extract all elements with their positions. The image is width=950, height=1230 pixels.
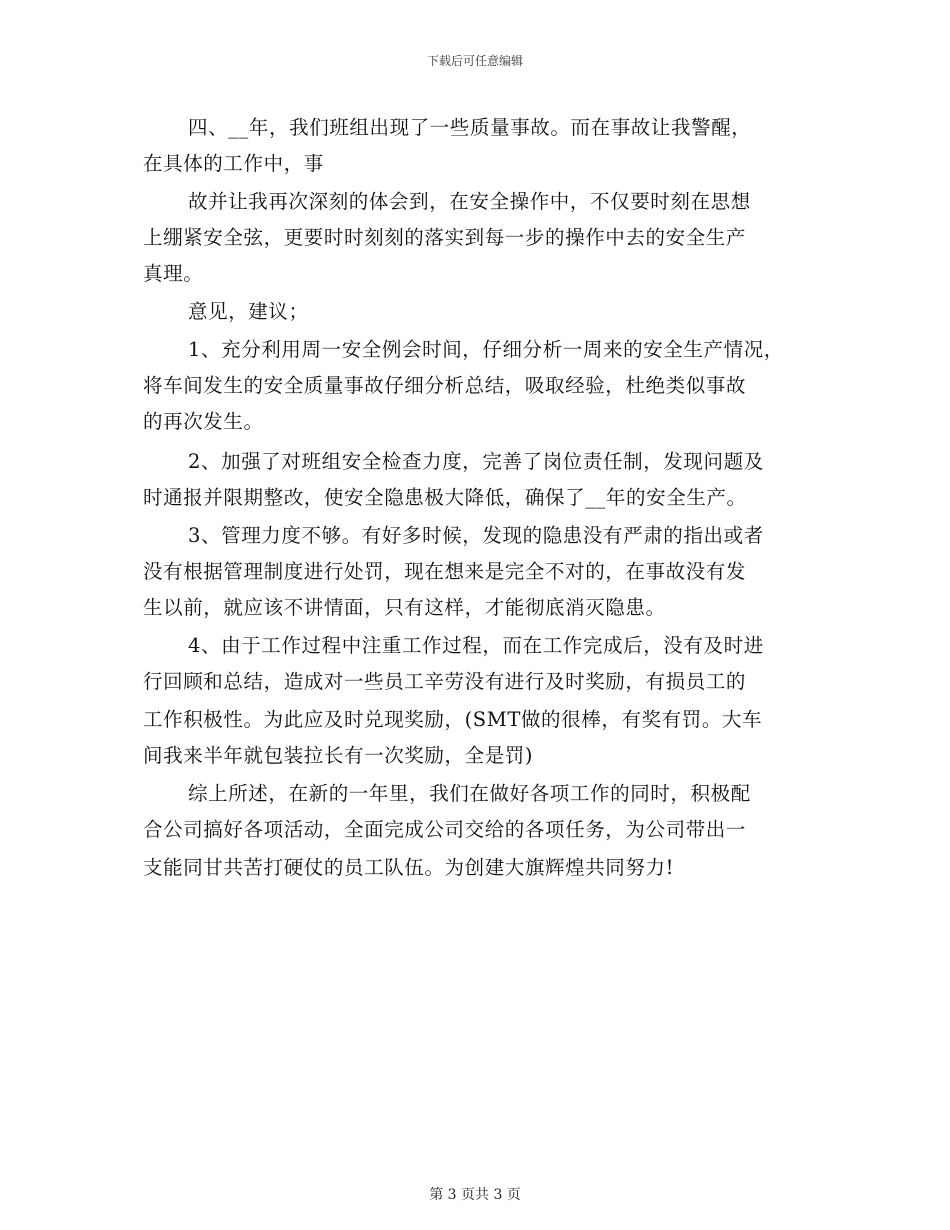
text-line: 3、管理力度不够。有好多时候，发现的隐患没有严肃的指出或者 <box>188 524 764 547</box>
text-line: 综上所述，在新的一年里，我们在做好各项工作的同时，积极配 <box>188 782 751 805</box>
text-line: 真理。 <box>143 262 204 285</box>
text-line: 4、由于工作过程中注重工作过程，而在工作完成后，没有及时进 <box>188 634 764 657</box>
text-line: 四、__年，我们班组出现了一些质量事故。而在事故让我警醒， <box>188 116 752 139</box>
page-header: 下载后可任意编辑 <box>426 54 523 68</box>
text-line: 工作积极性。为此应及时兑现奖励，(SMT做的很棒，有奖有罚。大车 <box>143 708 763 731</box>
text-line: 的再次发生。 <box>143 410 264 433</box>
text-line: 间我来半年就包装拉长有一次奖励，全是罚) <box>143 744 534 767</box>
text-line: 支能同甘共苦打硬仗的员工队伍。为创建大旗辉煌共同努力! <box>143 856 675 879</box>
text-line: 时通报并限期整改，使安全隐患极大降低，确保了__年的安全生产。 <box>143 486 747 509</box>
text-line: 生以前，就应该不讲情面，只有这样，才能彻底消灭隐患。 <box>143 596 666 619</box>
text-line: 2、加强了对班组安全检查力度，完善了岗位责任制，发现问题及 <box>188 450 764 473</box>
text-line: 将车间发生的安全质量事故仔细分析总结，吸取经验，杜绝类似事故 <box>143 374 747 397</box>
text-line: 行回顾和总结，造成对一些员工辛劳没有进行及时奖励，有损员工的 <box>143 670 747 693</box>
text-line: 上绷紧安全弦，更要时时刻刻的落实到每一步的操作中去的安全生产 <box>143 226 747 249</box>
text-line: 合公司搞好各项活动，全面完成公司交给的各项任务，为公司带出一 <box>143 818 747 841</box>
text-line: 意见，建议； <box>188 300 309 323</box>
text-line: 在具体的工作中，事 <box>143 152 324 175</box>
text-line: 1、充分利用周一安全例会时间，仔细分析一周来的安全生产情况， <box>188 338 784 361</box>
page-number-footer: 第 3 页共 3 页 <box>429 1187 521 1203</box>
text-line: 没有根据管理制度进行处罚，现在想来是完全不对的，在事故没有发 <box>143 560 747 583</box>
text-line: 故并让我再次深刻的体会到，在安全操作中，不仅要时刻在思想 <box>188 190 751 213</box>
